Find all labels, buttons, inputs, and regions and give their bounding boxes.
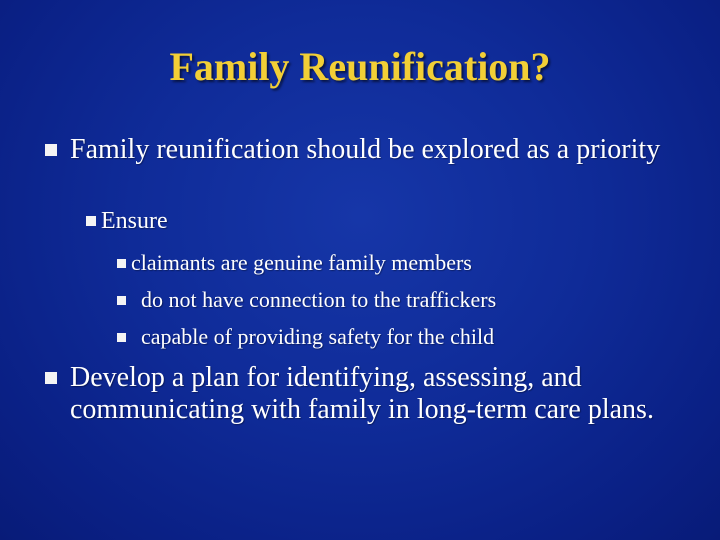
bullet-reunification-priority: Family reunification should be explored as a priority	[70, 134, 661, 165]
square-bullet-icon	[117, 296, 126, 305]
slide-title: Family Reunification?	[169, 44, 551, 89]
bullet-develop-plan: Develop a plan for identifying, assessing, and communicating with family in long-term care plans.	[70, 362, 654, 425]
bullet-ensure: Ensure	[101, 208, 168, 234]
bullet-child-safety: capable of providing safety for the child	[141, 324, 495, 349]
bullet-no-trafficker-connection: do not have connection to the traffickers	[141, 287, 497, 312]
square-bullet-icon	[45, 144, 57, 156]
square-bullet-icon	[117, 333, 126, 342]
bullet-genuine-family: claimants are genuine family members	[131, 250, 472, 275]
square-bullet-icon	[86, 216, 96, 226]
square-bullet-icon	[117, 259, 126, 268]
square-bullet-icon	[45, 372, 57, 384]
